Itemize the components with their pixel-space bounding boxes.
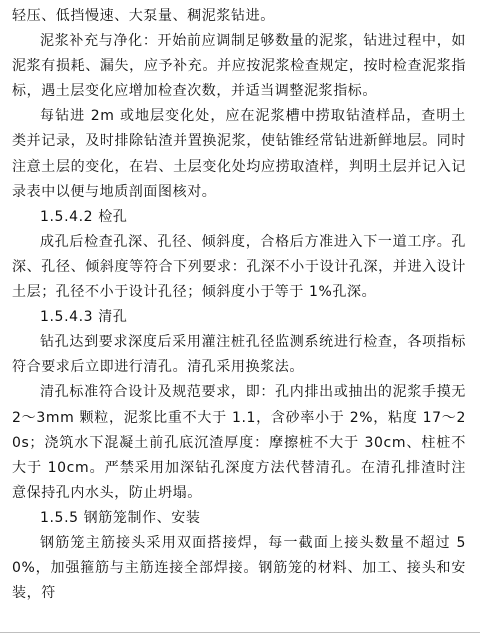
- paragraph-hole-cleaning: 钻孔达到要求深度后采用灌注桩孔径监测系统进行检查，各项指标符合要求后立即进行清孔。清孔采用换浆法。: [12, 334, 466, 376]
- paragraph-sampling-record: 每钻进 2m 或地层变化处，应在泥浆槽中捞取钻渣样品，查明土类并记录，及时排除钻渣并置换泥浆，使钻锥经常钻进新鲜地层。同时注意土层的变化，在岩、土层变化处均应捞取渣样，判明土层并记入记录表中以便与地质剖面图核对。: [12, 108, 466, 200]
- paragraph-cleaning-standard: 清孔标准符合设计及规范要求，即：孔内排出或抽出的泥浆手摸无 2～3mm 颗粒，泥浆比重不大于 1.1，含砂率小于 2%，粘度 17～20s；浇筑水下混凝土前孔底沉渣厚度：摩擦桩不大于 30cm、柱桩不大于 10cm。严禁采用加深钻孔深度方法代替清孔。在清孔排渣时注意保持孔内水头，防止坍塌。: [12, 384, 466, 501]
- page-bottom-divider: [0, 632, 480, 633]
- paragraph-rebar-cage: 钢筋笼主筋接头采用双面搭接焊，每一截面上接头数量不超过 50%，加强箍筋与主筋连接全部焊接。钢筋笼的材料、加工、接头和安装，符: [12, 534, 466, 602]
- document-body: [12, 4, 466, 606]
- section-heading-rebar-cage: 1.5.5 钢筋笼制作、安装: [40, 509, 201, 526]
- section-heading-hole-cleaning: 1.5.4.3 清孔: [40, 309, 128, 326]
- section-heading-hole-inspection: 1.5.4.2 检孔: [40, 208, 128, 225]
- paragraph-hole-inspection: 成孔后检查孔深、孔径、倾斜度，合格后方准进入下一道工序。孔深、孔径、倾斜度等符合下列要求：孔深不小于设计孔深，并进入设计土层；孔径不小于设计孔径；倾斜度小于等于 1%孔深。: [12, 233, 466, 301]
- paragraph-continuation: 轻压、低挡慢速、大泵量、稠泥浆钻进。: [12, 8, 275, 24]
- paragraph-mud-replenishment: 泥浆补充与净化：开始前应调制足够数量的泥浆，钻进过程中，如泥浆有损耗、漏失，应予补充。并应按泥浆检查规定，按时检查泥浆指标，遇土层变化应增加检查次数，并适当调整泥浆指标。: [12, 33, 466, 100]
